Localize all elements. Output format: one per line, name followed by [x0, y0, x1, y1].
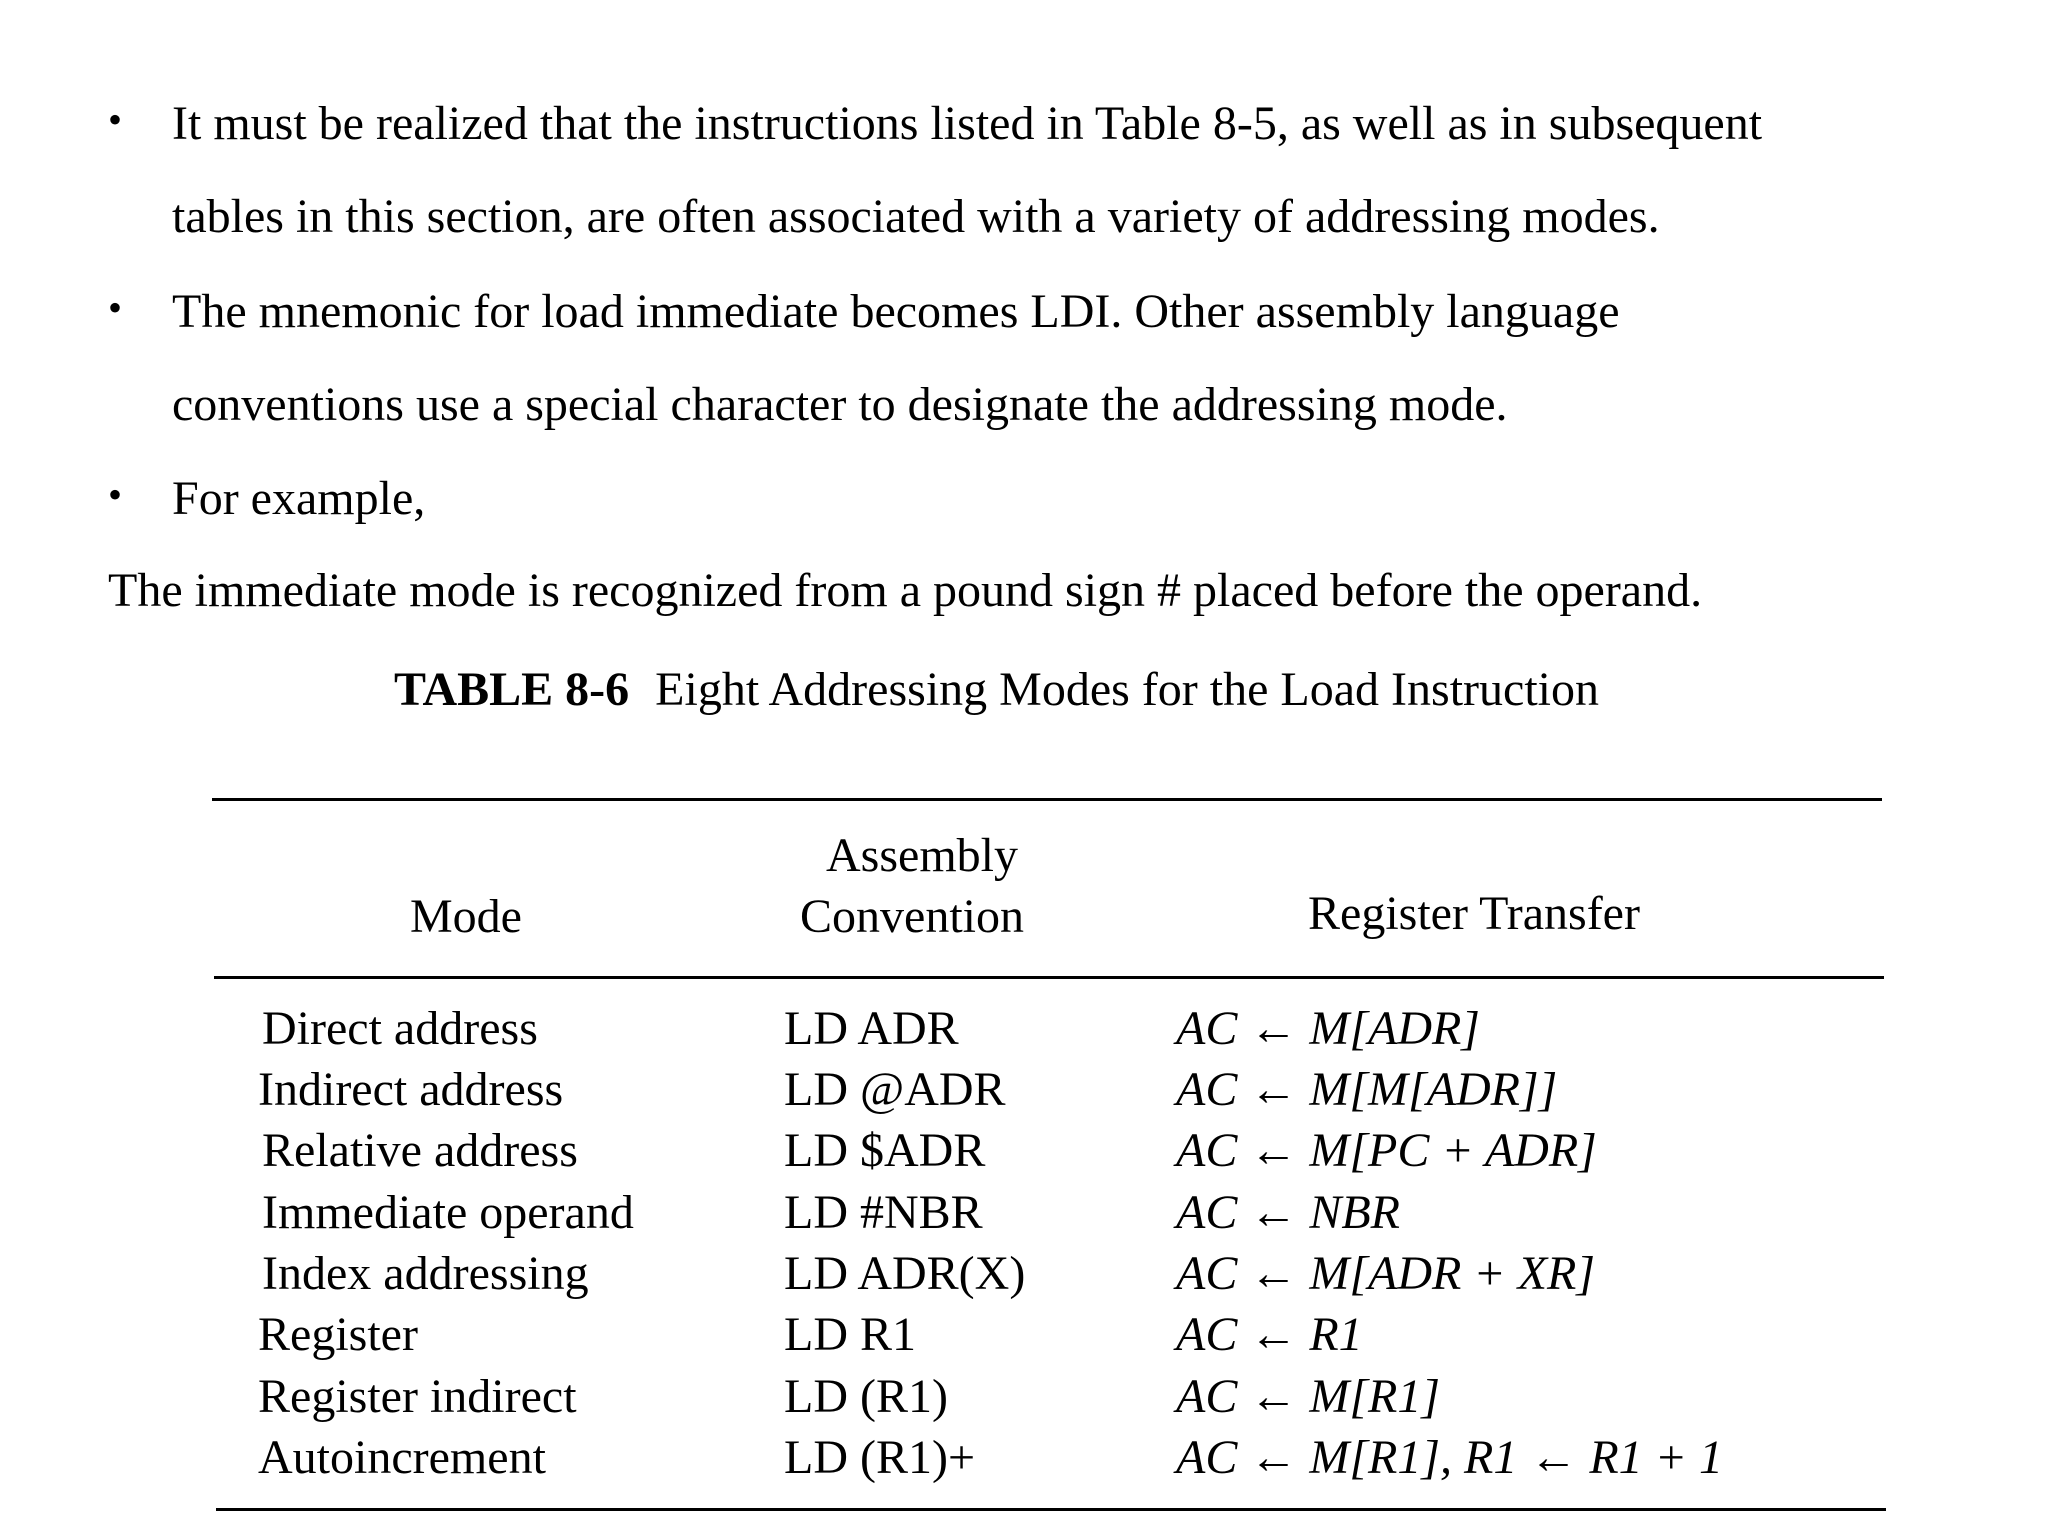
- header-register-transfer: Register Transfer: [1308, 887, 1640, 940]
- row-mode: Immediate operand: [262, 1186, 634, 1239]
- row-convention: LD R1: [784, 1308, 916, 1361]
- row-transfer: AC ← R1: [1176, 1308, 1363, 1361]
- bullet-2-line-2: conventions use a special character to designate the addressing mode.: [172, 378, 1508, 431]
- table-caption-title: Eight Addressing Modes for the Load Instruction: [655, 663, 1600, 716]
- row-transfer: AC ← M[ADR + XR]: [1176, 1247, 1596, 1300]
- row-mode: Register indirect: [258, 1370, 577, 1423]
- table-caption-label: TABLE 8-6: [394, 663, 630, 716]
- row-transfer: AC ← M[M[ADR]]: [1176, 1063, 1558, 1116]
- row-mode: Indirect address: [258, 1063, 564, 1116]
- row-convention: LD (R1)+: [784, 1431, 976, 1484]
- row-mode: Relative address: [262, 1124, 578, 1177]
- header-convention-line-1: Assembly: [826, 829, 1018, 882]
- bullet-3-line-1: For example,: [172, 472, 426, 525]
- immediate-mode-paragraph: The immediate mode is recognized from a pound sign # placed before the operand.: [108, 564, 1703, 617]
- bullet-marker: •: [108, 285, 123, 330]
- header-convention-line-2: Convention: [800, 890, 1024, 943]
- row-transfer: AC ← M[R1], R1 ← R1 + 1: [1176, 1431, 1724, 1484]
- bullet-2-line-1: The mnemonic for load immediate becomes LDI. Other assembly language: [172, 285, 1620, 338]
- row-mode: Autoincrement: [258, 1431, 546, 1484]
- row-mode: Direct address: [262, 1002, 538, 1055]
- bullet-marker: •: [108, 97, 123, 142]
- table-caption: [394, 663, 1600, 716]
- row-transfer: AC ← NBR: [1176, 1186, 1400, 1239]
- bullet-1-line-1: It must be realized that the instructions listed in Table 8-5, as well as in subsequent: [172, 97, 1763, 150]
- table-header-rule: [214, 976, 1884, 979]
- row-transfer: AC ← M[PC + ADR]: [1176, 1124, 1597, 1177]
- table-top-rule: [212, 798, 1882, 801]
- table-bottom-rule: [216, 1508, 1886, 1511]
- row-convention: LD ADR: [784, 1002, 959, 1055]
- bullet-1-line-2: tables in this section, are often associated with a variety of addressing modes.: [172, 190, 1660, 243]
- row-mode: Index addressing: [262, 1247, 589, 1300]
- row-convention: LD $ADR: [784, 1124, 986, 1177]
- row-mode: Register: [258, 1308, 418, 1361]
- row-transfer: AC ← M[R1]: [1176, 1370, 1440, 1423]
- header-mode: Mode: [410, 890, 522, 943]
- bullet-marker: •: [108, 472, 123, 517]
- row-convention: LD #NBR: [784, 1186, 983, 1239]
- row-convention: LD ADR(X): [784, 1247, 1026, 1300]
- row-convention: LD @ADR: [784, 1063, 1006, 1116]
- row-transfer: AC ← M[ADR]: [1176, 1002, 1480, 1055]
- row-convention: LD (R1): [784, 1370, 948, 1423]
